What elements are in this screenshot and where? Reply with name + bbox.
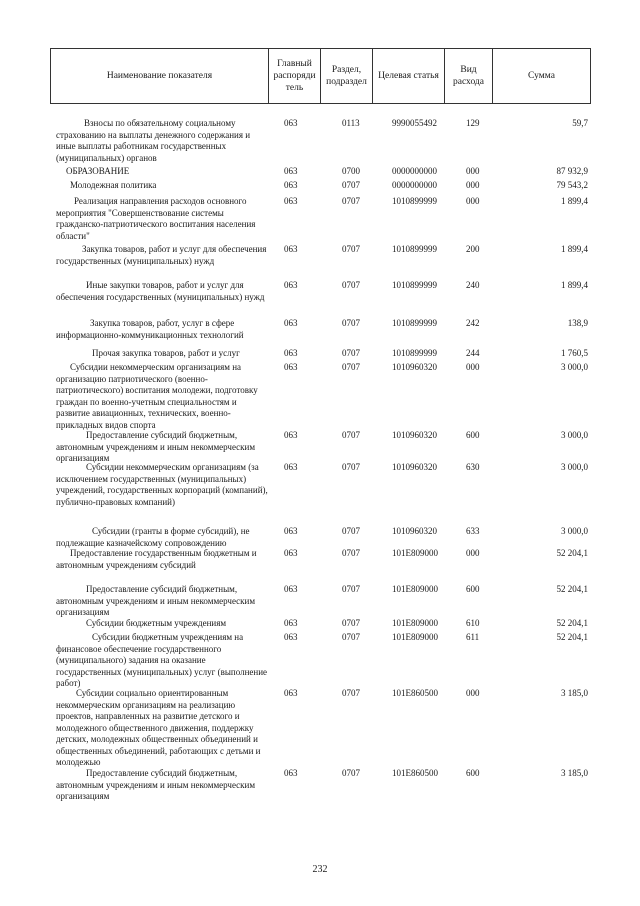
row-kind: 000 [466,180,480,190]
row-sum: 3 185,0 [561,768,588,778]
row-admin: 063 [284,348,298,358]
row-kind: 129 [466,118,480,128]
row-kind: 600 [466,430,480,440]
row-section: 0707 [342,548,360,558]
row-section: 0700 [342,166,360,176]
row-section: 0707 [342,584,360,594]
header-kind: Вид расхода [445,49,493,104]
row-name: Прочая закупка товаров, работ и услуг [92,348,240,358]
row-admin: 063 [284,584,298,594]
row-name: Предоставление субсидий бюджетным, автономным учреждениям и иным некоммерческим организациям [56,584,256,617]
row-section: 0707 [342,280,360,290]
row-kind: 600 [466,584,480,594]
row-section: 0707 [342,196,360,206]
row-target: 101E809000 [392,618,438,628]
row-sum: 138,9 [567,318,588,328]
row-section: 0707 [342,430,360,440]
row-name: Иные закупки товаров, работ и услуг для обеспечения государственных (муниципальных) нужд [56,280,265,302]
row-kind: 610 [466,618,480,628]
row-admin: 063 [284,462,298,472]
row-kind: 000 [466,166,480,176]
row-sum: 1 899,4 [561,196,588,206]
row-section: 0707 [342,632,360,642]
row-sum: 79 543,2 [556,180,588,190]
row-sum: 52 204,1 [556,618,588,628]
row-kind: 000 [466,548,480,558]
row-target: 1010899999 [392,196,437,206]
row-name: Предоставление субсидий бюджетным, автономным учреждениям и иным некоммерческим организациям [56,430,256,463]
row-name: Субсидии некоммерческим организациям (за исключением государственных (муниципальных) учреждений, государственных корпораций (компаний), публично-правовых компаний) [56,462,268,507]
row-sum: 1 760,5 [561,348,588,358]
row-target: 1010899999 [392,280,437,290]
row-sum: 3 185,0 [561,688,588,698]
row-sum: 3 000,0 [561,526,588,536]
row-name: Субсидии бюджетным учреждениям на финансовое обеспечение государственного (муниципального) задания на оказание государственных (муниципальных) услуг (выполнение работ) [56,632,268,688]
row-target: 101E809000 [392,548,438,558]
row-section: 0707 [342,318,360,328]
row-target: 1010960320 [392,526,437,536]
row-name: Субсидии бюджетным учреждениям [86,618,227,628]
row-kind: 242 [466,318,480,328]
row-sum: 52 204,1 [556,632,588,642]
row-kind: 240 [466,280,480,290]
row-admin: 063 [284,618,298,628]
row-sum: 59,7 [572,118,588,128]
row-section: 0707 [342,244,360,254]
row-admin: 063 [284,768,298,778]
row-admin: 063 [284,118,298,128]
row-sum: 3 000,0 [561,462,588,472]
row-admin: 063 [284,180,298,190]
row-target: 101E860500 [392,768,438,778]
row-name: Закупка товаров, работ, услуг в сфере информационно-коммуникационных технологий [56,318,244,340]
row-admin: 063 [284,526,298,536]
row-sum: 87 932,9 [556,166,588,176]
header-name: Наименование показателя [51,49,269,104]
row-section: 0707 [342,348,360,358]
row-target: 1010960320 [392,462,437,472]
row-target: 101E809000 [392,584,438,594]
row-kind: 600 [466,768,480,778]
row-target: 1010960320 [392,362,437,372]
row-kind: 611 [466,632,480,642]
row-section: 0707 [342,526,360,536]
row-name: Субсидии (гранты в форме субсидий), не подлежащие казначейскому сопровождению [56,526,250,548]
row-sum: 3 000,0 [561,430,588,440]
row-target: 101E809000 [392,632,438,642]
row-admin: 063 [284,280,298,290]
row-sum: 52 204,1 [556,548,588,558]
row-name: Предоставление государственным бюджетным и автономным учреждениям субсидий [56,548,257,570]
row-kind: 000 [466,362,480,372]
row-name: Предоставление субсидий бюджетным, автономным учреждениям и иным некоммерческим организациям [56,768,256,801]
row-name: ОБРАЗОВАНИЕ [66,166,130,176]
row-section: 0707 [342,768,360,778]
row-admin: 063 [284,548,298,558]
row-kind: 000 [466,196,480,206]
row-sum: 3 000,0 [561,362,588,372]
table-header [50,48,591,104]
row-name: Закупка товаров, работ и услуг для обеспечения государственных (муниципальных) нужд [56,244,267,266]
row-target: 1010899999 [392,348,437,358]
row-admin: 063 [284,166,298,176]
row-target: 1010960320 [392,430,437,440]
row-target: 1010899999 [392,318,437,328]
row-admin: 063 [284,362,298,372]
row-name: Реализация направления расходов основного мероприятия "Совершенствование системы гражданско-патриотического воспитания населения области" [56,196,256,241]
row-name: Взносы по обязательному социальному страхованию на выплаты денежного содержания и иные выплаты работникам государственных (муниципальных) органов [56,118,251,163]
row-name: Субсидии социально ориентированным некоммерческим организациям на реализацию проектов, направленных на развитие детского и молодежного общественного движения, поддержку детских, молодежных общественных объединений и общественных объединений, работающих с детьми и молодежью [56,688,261,767]
row-admin: 063 [284,632,298,642]
row-name: Субсидии некоммерческим организациям на организацию патриотического (военно-патриотического) воспитания молодежи, подготовку граждан по военно-учетным специальностям и развитие авиационных, технических, военно-прикладных видов спорта [56,362,258,430]
page-number: 232 [312,864,328,875]
row-section: 0707 [342,462,360,472]
row-kind: 633 [466,526,480,536]
row-target: 9990055492 [392,118,437,128]
row-target: 101E860500 [392,688,438,698]
row-section: 0113 [342,118,360,128]
row-target: 0000000000 [392,180,437,190]
row-admin: 063 [284,196,298,206]
row-name: Молодежная политика [70,180,157,190]
row-admin: 063 [284,688,298,698]
row-section: 0707 [342,688,360,698]
header-target: Целевая статья [373,49,445,104]
row-kind: 200 [466,244,480,254]
row-kind: 244 [466,348,480,358]
row-section: 0707 [342,618,360,628]
row-target: 0000000000 [392,166,437,176]
header-sum: Сумма [493,49,591,104]
row-admin: 063 [284,244,298,254]
row-section: 0707 [342,362,360,372]
row-admin: 063 [284,318,298,328]
row-sum: 52 204,1 [556,584,588,594]
row-sum: 1 899,4 [561,244,588,254]
row-section: 0707 [342,180,360,190]
row-target: 1010899999 [392,244,437,254]
row-sum: 1 899,4 [561,280,588,290]
row-admin: 063 [284,430,298,440]
row-kind: 630 [466,462,480,472]
header-section: Раздел, подраздел [321,49,373,104]
row-kind: 000 [466,688,480,698]
header-admin: Главный распоряди тель [269,49,321,104]
